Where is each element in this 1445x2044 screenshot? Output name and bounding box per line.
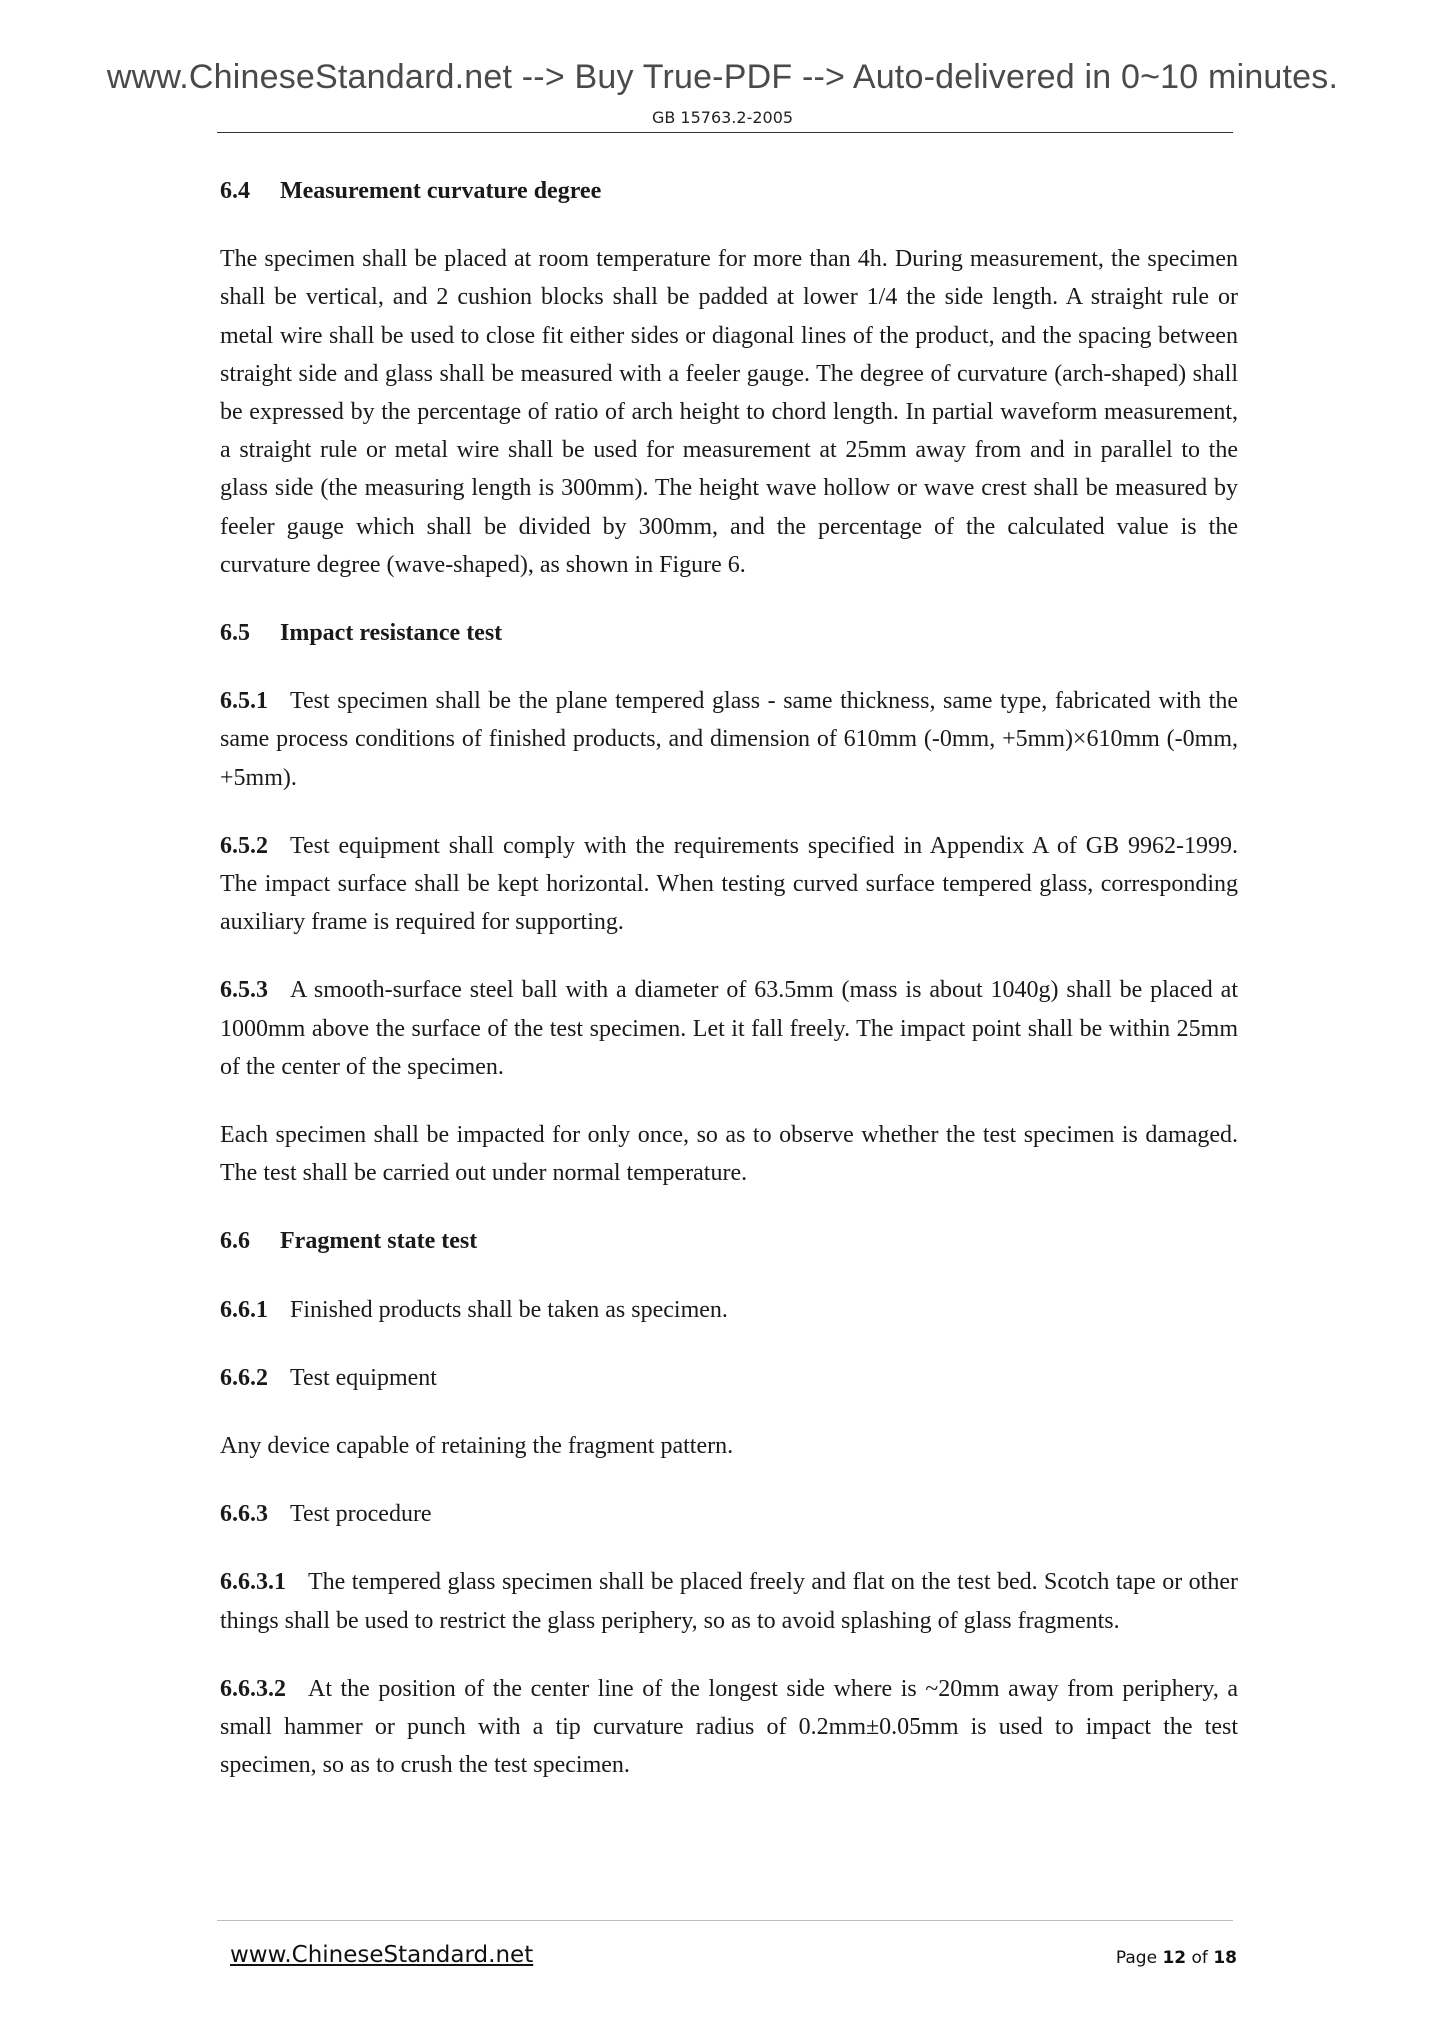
paragraph xyxy=(220,1359,1238,1397)
clause-number: 6.5.3 xyxy=(220,977,268,1004)
header-divider xyxy=(217,132,1233,133)
section-number: 6.6 xyxy=(220,1228,250,1255)
paragraph-text: The tempered glass specimen shall be placed freely and flat on the test bed. Scotch tape or other things shall be used to restrict the glass periphery, so as to avoid splashing of glass fragments. xyxy=(220,1569,1238,1634)
clause-number: 6.5.1 xyxy=(220,688,268,715)
section-title: Impact resistance test xyxy=(280,620,503,647)
section-title: Fragment state test xyxy=(280,1228,478,1255)
paragraph-text: A smooth-surface steel ball with a diameter of 63.5mm (mass is about 1040g) shall be placed at 1000mm above the surface of the test specimen. Let it fall freely. The impact point shall be within 25mm of the center of the specimen. xyxy=(220,977,1238,1080)
page-of: of xyxy=(1186,1948,1214,1968)
paragraph-text: Each specimen shall be impacted for only once, so as to observe whether the test specimen is damaged. The test shall be carried out under normal temperature. xyxy=(220,1122,1238,1187)
page-number xyxy=(1116,1948,1237,1968)
paragraph xyxy=(220,1116,1238,1192)
page-current: 12 xyxy=(1162,1948,1187,1968)
section-title: Measurement curvature degree xyxy=(280,178,602,204)
paragraph-text: Finished products shall be taken as specimen. xyxy=(290,1296,728,1323)
section-heading xyxy=(220,1222,1238,1260)
paragraph-text: Test specimen shall be the plane tempered glass - same thickness, same type, fabricated with the same process conditions of finished products, and dimension of 610mm (-0mm, +5mm)×610mm (-0mm, +5mm). xyxy=(220,688,1238,791)
page-total: 18 xyxy=(1213,1948,1237,1968)
section-number: 6.5 xyxy=(220,620,250,647)
banner-link[interactable]: www.ChineseStandard.net --> Buy True-PDF --> Auto-delivered in 0~10 minutes. xyxy=(106,58,1339,96)
clause-number: 6.6.3.1 xyxy=(220,1569,286,1596)
paragraph-text: The specimen shall be placed at room temperature for more than 4h. During measurement, the specimen shall be vertical, and 2 cushion blocks shall be padded at lower 1/4 the side length. A straight rule or metal wire shall be used to close fit either sides or diagonal lines of the product, and the spacing between straight side and glass shall be measured with a feeler gauge. The degree of curvature (arch-shaped) shall be expressed by the percentage of ratio of arch height to chord length. In partial waveform measurement, a straight rule or metal wire shall be used for measurement at 25mm away from and in parallel to the glass side (the measuring length is 300mm). The height wave hollow or wave crest shall be measured by feeler gauge which shall be divided by 300mm, and the percentage of the calculated value is the curvature degree (wave-shaped), as shown in Figure 6. xyxy=(220,246,1238,578)
section-heading xyxy=(220,614,1238,652)
section-number: 6.4 xyxy=(220,178,250,204)
footer-website-link[interactable]: www.ChineseStandard.net xyxy=(230,1942,534,1968)
page-prefix: Page xyxy=(1115,1948,1163,1968)
clause-number: 6.5.2 xyxy=(220,832,268,859)
paragraph-text: Test equipment xyxy=(290,1364,437,1391)
paragraph xyxy=(220,971,1238,1086)
clause-number: 6.6.2 xyxy=(220,1364,268,1391)
paragraph xyxy=(220,240,1238,584)
paragraph xyxy=(220,1670,1238,1785)
clause-number: 6.6.3.2 xyxy=(220,1675,286,1702)
paragraph-text: Any device capable of retaining the fragment pattern. xyxy=(220,1433,734,1460)
footer-divider xyxy=(217,1920,1233,1921)
paragraph xyxy=(220,682,1238,797)
paragraph-text: At the position of the center line of the longest side where is ~20mm away from periphery, a small hammer or punch with a tip curvature radius of 0.2mm±0.05mm is used to impact the test specimen, so as to crush the test specimen. xyxy=(220,1675,1238,1779)
paragraph-text: Test equipment shall comply with the requirements specified in Appendix A of GB 9962-1999. The impact surface shall be kept horizontal. When testing curved surface tempered glass, corresponding auxiliary frame is required for supporting. xyxy=(220,832,1238,936)
paragraph xyxy=(220,827,1238,942)
clause-number: 6.6.1 xyxy=(220,1296,268,1323)
paragraph-text: Test procedure xyxy=(290,1501,432,1528)
paragraph xyxy=(220,1563,1238,1639)
paragraph xyxy=(220,1427,1238,1465)
clause-number: 6.6.3 xyxy=(220,1501,268,1528)
document-body xyxy=(220,172,1238,1815)
section-heading xyxy=(220,172,1238,210)
paragraph xyxy=(220,1291,1238,1329)
paragraph xyxy=(220,1495,1238,1533)
document-code: GB 15763.2-2005 xyxy=(651,108,794,127)
